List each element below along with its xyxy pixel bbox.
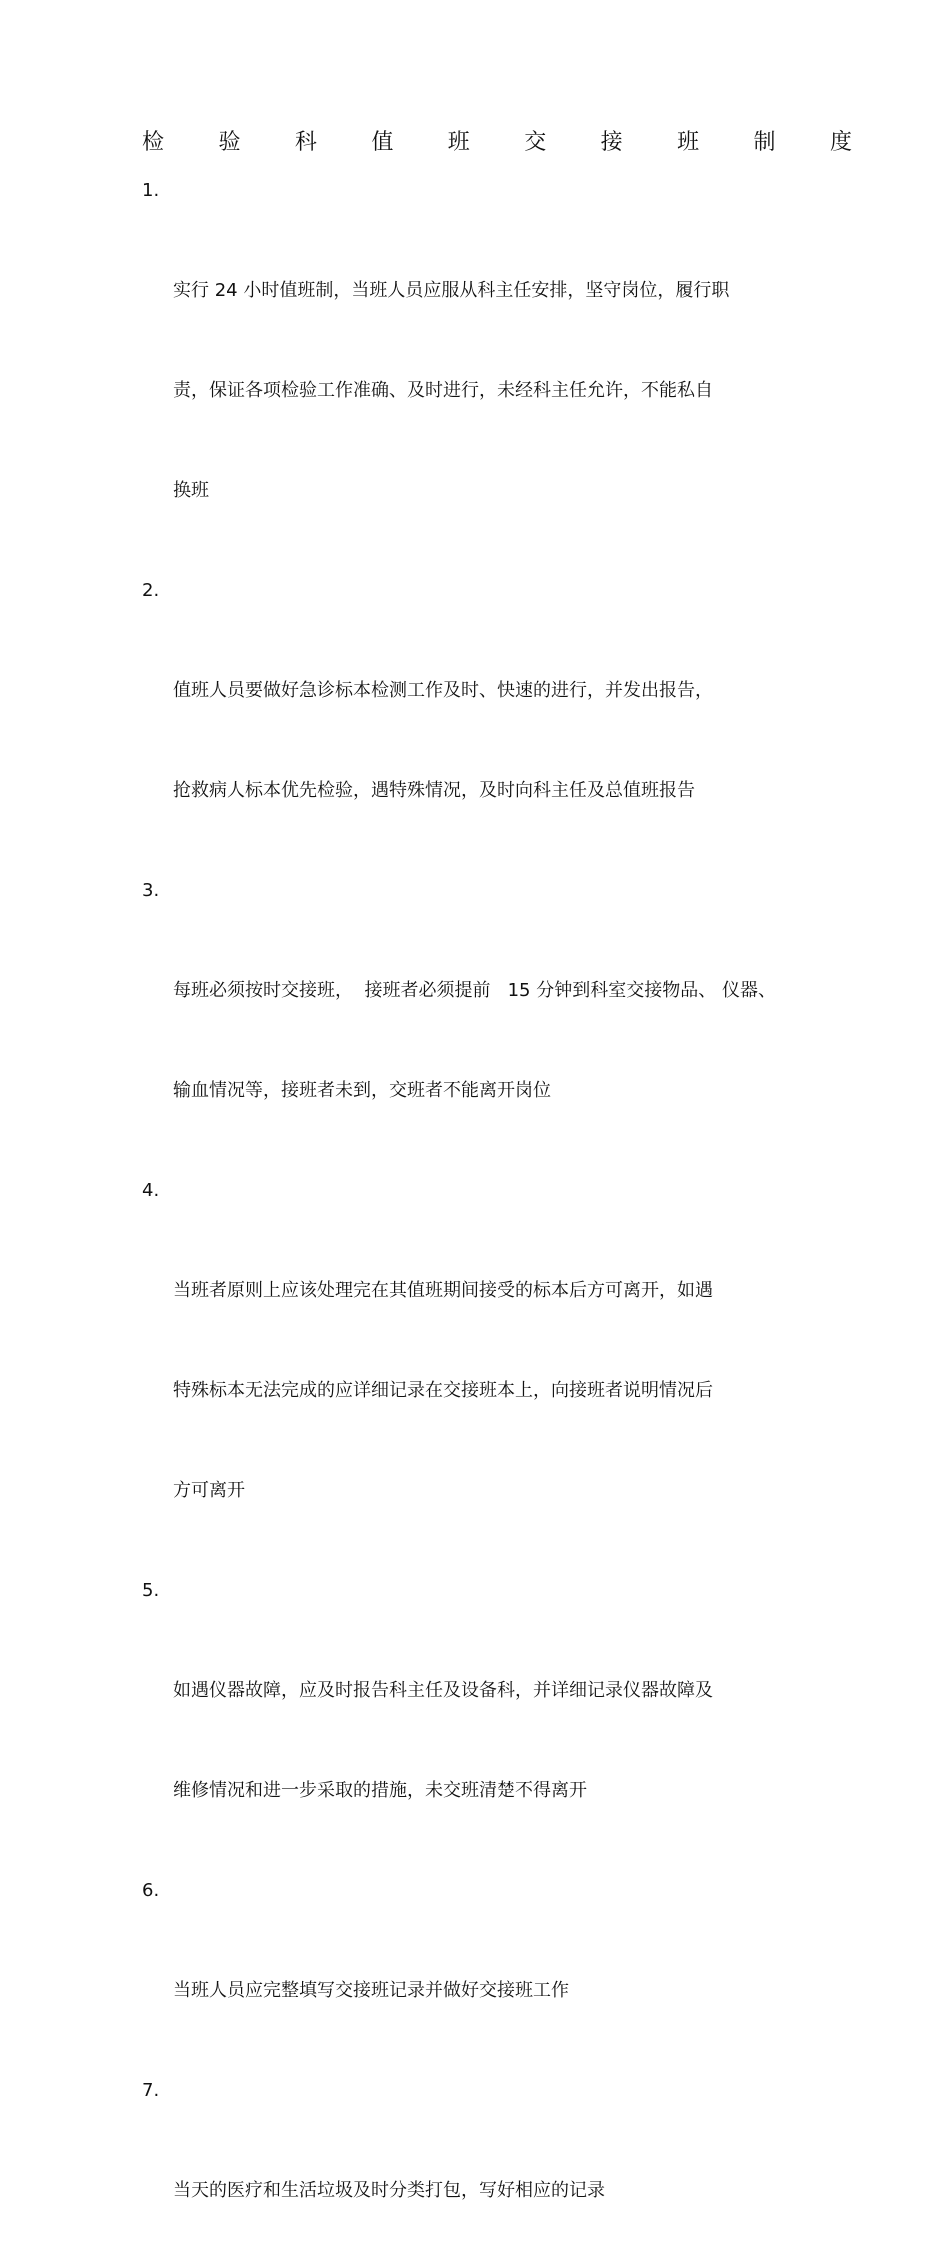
title-char: 验 — [218, 130, 241, 155]
title-char: 制 — [753, 130, 776, 155]
document-title — [142, 126, 852, 160]
item-line: 如遇仪器故障，应及时报告科主任及设备科，并详细记录仪器故障及 — [173, 1680, 713, 1701]
item-line: 输血情况等，接班者未到，交班者不能离开岗位 — [173, 1080, 551, 1101]
rules-list — [142, 166, 862, 2266]
item-number: 3. — [142, 880, 160, 901]
item-line: 换班 — [173, 480, 209, 501]
title-char: 接 — [600, 130, 623, 155]
item-number: 1. — [142, 180, 160, 201]
title-char: 班 — [447, 130, 470, 155]
item-line: 当班人员应完整填写交接班记录并做好交接班工作 — [173, 1980, 569, 2001]
title-char: 科 — [294, 130, 317, 155]
title-char: 交 — [524, 130, 547, 155]
item-number: 2. — [142, 580, 160, 601]
item-line: 每班必须按时交接班， 接班者必须提前 15 分钟到科室交接物品、 仪器、 — [173, 980, 776, 1001]
item-number: 5. — [142, 1580, 160, 1601]
item-line: 方可离开 — [173, 1480, 245, 1501]
item-number: 7. — [142, 2080, 160, 2101]
item-line: 当天的医疗和生活垃圾及时分类打包，写好相应的记录 — [173, 2180, 605, 2201]
item-line: 维修情况和进一步采取的措施，未交班清楚不得离开 — [173, 1780, 587, 1801]
item-line: 抢救病人标本优先检验，遇特殊情况，及时向科主任及总值班报告 — [173, 780, 695, 801]
item-line: 特殊标本无法完成的应详细记录在交接班本上，向接班者说明情况后 — [173, 1380, 713, 1401]
item-line: 当班者原则上应该处理完在其值班期间接受的标本后方可离开，如遇 — [173, 1280, 713, 1301]
title-char: 班 — [677, 130, 700, 155]
item-number: 4. — [142, 1180, 160, 1201]
item-line: 实行 24 小时值班制，当班人员应服从科主任安排，坚守岗位，履行职 — [173, 280, 730, 301]
list-item — [142, 1866, 862, 2066]
title-char: 度 — [829, 130, 852, 155]
item-line: 责，保证各项检验工作准确、及时进行，未经科主任允许，不能私自 — [173, 380, 713, 401]
item-number: 6. — [142, 1880, 160, 1901]
list-item — [142, 1566, 862, 1866]
list-item — [142, 1166, 862, 1566]
list-item — [142, 2066, 862, 2266]
list-item — [142, 566, 862, 866]
title-char: 值 — [371, 130, 394, 155]
item-line: 值班人员要做好急诊标本检测工作及时、快速的进行，并发出报告， — [173, 680, 713, 701]
title-char: 检 — [142, 130, 165, 155]
list-item — [142, 166, 862, 566]
list-item — [142, 866, 862, 1166]
